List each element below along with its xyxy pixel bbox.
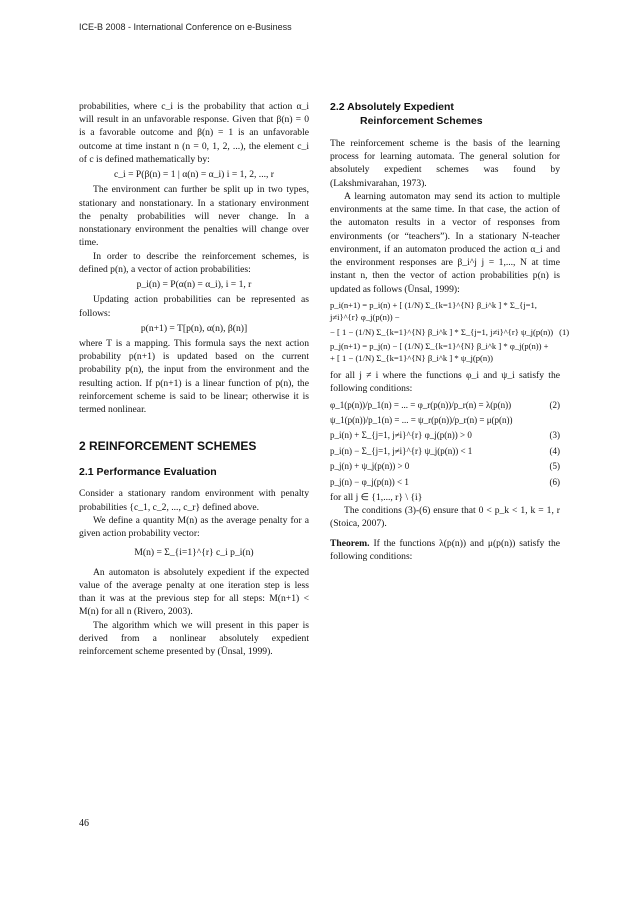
equation-text: p_i(n) + Σ_{j=1, j≠i}^{r} φ_j(p(n)) > 0 [330,430,472,441]
equation-t: p(n+1) = T[p(n), α(n), β(n)] [140,322,248,334]
equation-text: p_j(n) + ψ_j(p(n)) > 0 [330,461,410,472]
right-column [330,100,570,563]
equation-number: (3) [549,430,560,441]
equation-number: (5) [549,461,560,472]
paragraph: An automaton is absolutely expedient if the expected value of the average penalty at one iteration step is less than it was at the previous step for all steps: M(n+1) < M(n) for all n (Rivero, 2003). [79,566,309,618]
subsection-heading-cont: Reinforcement Schemes [360,115,483,128]
equation-text: p_i(n) − Σ_{j=1, j≠i}^{r} ψ_j(p(n)) < 1 [330,445,473,456]
section-heading: 2 REINFORCEMENT SCHEMES [79,439,257,454]
equation-number: (2) [549,399,560,410]
paragraph: The conditions (3)-(6) ensure that 0 < p_k < 1, k = 1, r (Stoica, 2007). [330,505,560,530]
paragraph: for all j ∈ {1,..., r} \ {i} [330,491,423,503]
paragraph: probabilities, where c_i is the probability that action α_i will result in an unfavorable response. Given that β(n) = 0 is a favorable outcome and β(n) = 1 is an unfavorable outcome at time instant n (n = 0, 1, 2, ...), the element c_i of c is defined mathematically by: [79,101,309,165]
equation-line: + [ 1 − (1/N) Σ_{k=1}^{N} β_i^k ] * ψ_j(p(n)) [330,353,493,364]
equation-line [330,326,570,339]
equation-line [330,429,560,441]
theorem-text: If the functions λ(p(n)) and μ(p(n)) satisfy the following conditions: [330,537,560,562]
theorem-label: Theorem. [330,537,370,549]
equation-line: p_j(n+1) = p_j(n) − [ (1/N) Σ_{k=1}^{N} β_i^k ] * φ_j(p(n)) + [330,341,549,352]
paragraph: where T is a mapping. This formula says the next action probability p(n+1) is updated based on the current probability p(n), the input from the environment and the resulting action. If p(n+1) is a linear function of p(n), the reinforcement scheme is said to be linear; otherwise it is termed nonlinear. [79,337,309,416]
equation-number: (6) [549,476,560,487]
equation-line [330,445,560,457]
paragraph: for all j ≠ i where the functions φ_i and ψ_i satisfy the following conditions: [330,370,560,395]
left-column [79,100,309,658]
equation-m: M(n) = Σ_{i=1}^{r} c_i p_i(n) [134,547,254,559]
equation-line [330,399,560,411]
equation-block-1 [330,299,570,365]
equation-number: (4) [549,445,560,456]
subsection-heading: 2.1 Performance Evaluation [79,465,217,478]
equation-line: p_i(n+1) = p_i(n) + [ (1/N) Σ_{k=1}^{N} β_i^k ] * Σ_{j=1, j≠i}^{r} φ_j(p(n)) − [330,299,537,322]
paragraph: The reinforcement scheme is the basis of the learning process for learning automata. The general solution for absolutely expedient schemes was found by (Lakshmivarahan, 1973). [330,137,560,189]
paragraph: A learning automaton may send its action to multiple environments at the same time. In that case, the action of the automaton results in a vector of responses from environments (or “teachers”). In a stationary N-teacher environment, if an automaton produced the action α_i and the environment responses are β_i^j j = 1,..., N at time instant n, then the vector of action probabilities p(n) is updated as follows (Ünsal, 1999): [330,190,560,295]
paragraph: The environment can further be split up in two types, stationary and nonstationary. In a stationary environment the penalty probabilities will never change. In a nonstationary environment the penalties will change over time. [79,184,309,249]
equation-text: − [ 1 − (1/N) Σ_{k=1}^{N} β_i^k ] * Σ_{j=1, j≠i}^{r} ψ_j(p(n)) [330,326,554,337]
equation-c: c_i = P(β(n) = 1 | α(n) = α_i) i = 1, 2, ..., r [114,169,274,181]
equation-line [330,460,560,472]
equation-text: φ_1(p(n))/p_1(n) = ... = φ_r(p(n))/p_r(n) = λ(p(n)) [330,399,512,410]
equation-number: (1) [559,326,570,337]
paragraph: Updating action probabilities can be represented as follows: [79,294,309,319]
page-number: 46 [79,818,89,829]
equation-line [330,476,560,488]
theorem-paragraph [330,537,560,563]
paragraph: The algorithm which we will present in this paper is derived from a nonlinear absolutely expedient reinforcement scheme presented by (Ünsal, 1999). [79,619,309,657]
equation-p: p_i(n) = P(α(n) = α_i), i = 1, r [136,279,252,291]
equation-block-2 [330,399,560,488]
equation-text: p_j(n) − φ_j(p(n)) < 1 [330,476,409,487]
equation-line: ψ_1(p(n))/p_1(n) = ... = ψ_r(p(n))/p_r(n) = μ(p(n)) [330,414,513,425]
paragraph: Consider a stationary random environment with penalty probabilities {c_1, c_2, ..., c_r} defined above. [79,488,309,513]
paragraph: In order to describe the reinforcement schemes, is defined p(n), a vector of action probabilities: [79,250,309,275]
paragraph: We define a quantity M(n) as the average penalty for a given action probability vector: [79,514,309,540]
subsection-heading: 2.2 Absolutely Expedient [330,101,454,113]
running-header: ICE-B 2008 - International Conference on e-Business [79,22,292,32]
